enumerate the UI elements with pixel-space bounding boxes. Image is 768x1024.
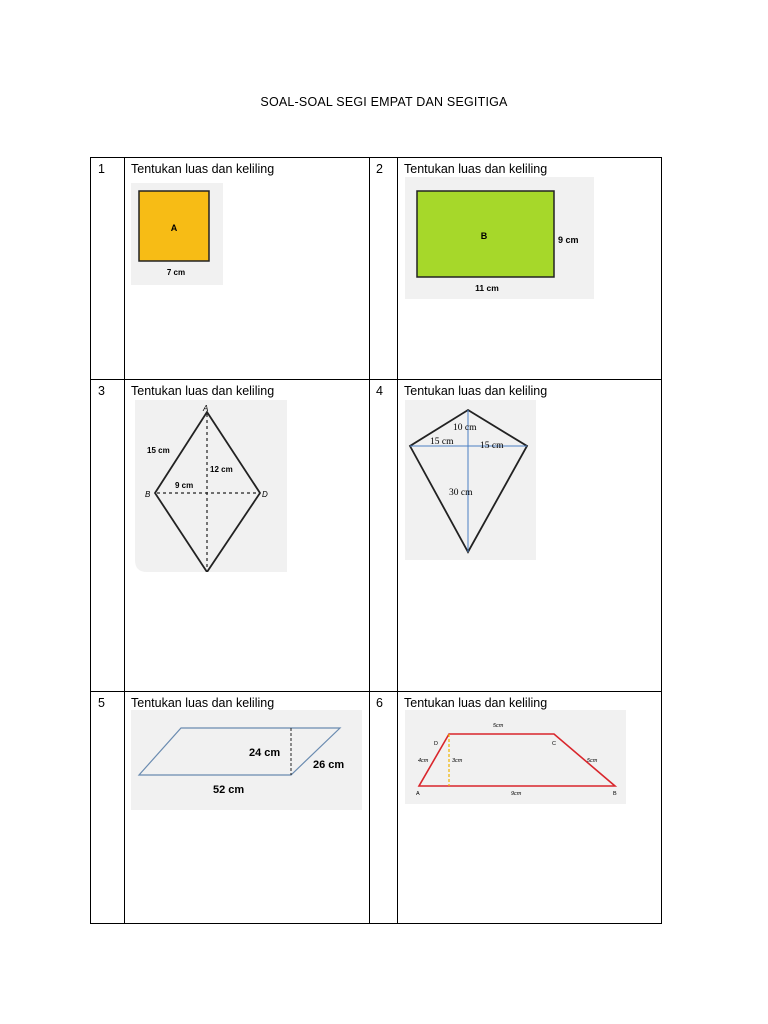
- question-cell: [125, 692, 370, 924]
- question-cell: [398, 380, 662, 692]
- question-number-cell: [370, 158, 398, 380]
- question-number-cell: [91, 380, 125, 692]
- question-text: Tentukan luas dan keliling: [404, 696, 548, 710]
- trapezoid-figure: [405, 710, 626, 804]
- kite-figure: [405, 400, 536, 560]
- question-number-cell: [370, 692, 398, 924]
- figure-label: A: [170, 223, 178, 233]
- diagonal-label: 12 cm: [210, 465, 233, 474]
- figure-label: 9 cm: [558, 235, 579, 245]
- vertex-label: B: [145, 490, 151, 499]
- diagonal-label: 30 cm: [449, 488, 473, 498]
- vertex-label: D: [434, 741, 438, 747]
- rectangle-figure: [405, 177, 594, 299]
- table-row: [91, 692, 662, 924]
- vertex-label: A: [416, 791, 420, 797]
- height-label: 24 cm: [249, 747, 281, 759]
- question-cell: [398, 158, 662, 380]
- square-figure: [131, 183, 223, 285]
- question-number: 1: [98, 162, 105, 176]
- figure-label: B: [480, 231, 488, 241]
- question-text: Tentukan luas dan keliling: [131, 162, 275, 176]
- question-number: 2: [376, 162, 383, 176]
- figure-label: 7 cm: [166, 268, 186, 277]
- parallelogram-figure: [131, 710, 362, 810]
- table-row: [91, 158, 662, 380]
- question-number-cell: [91, 158, 125, 380]
- base-label: 52 cm: [213, 784, 245, 796]
- height-label: 3cm: [452, 758, 463, 764]
- base-label: 9cm: [511, 791, 522, 797]
- diagonal-label: 10 cm: [453, 423, 477, 433]
- side-label: 4cm: [418, 758, 429, 764]
- question-text: Tentukan luas dan keliling: [404, 162, 548, 176]
- side-label: 5cm: [493, 723, 504, 729]
- question-text: Tentukan luas dan keliling: [131, 384, 275, 398]
- figure-label: 11 cm: [475, 283, 499, 293]
- vertex-label: D: [262, 490, 268, 499]
- question-text: Tentukan luas dan keliling: [131, 696, 275, 710]
- question-number: 6: [376, 696, 383, 710]
- table-row: [91, 380, 662, 692]
- questions-table: [90, 157, 662, 924]
- vertex-label: B: [613, 791, 617, 797]
- question-cell: [398, 692, 662, 924]
- side-label: 26 cm: [313, 759, 345, 771]
- diagonal-label: 15 cm: [430, 437, 454, 447]
- question-number-cell: [91, 692, 125, 924]
- vertex-label: A: [203, 404, 209, 413]
- rhombus-figure: [135, 400, 287, 572]
- side-label: 15 cm: [147, 446, 170, 455]
- diagonal-label: 15 cm: [480, 441, 504, 451]
- diagonal-label: 9 cm: [175, 481, 194, 490]
- question-number-cell: [370, 380, 398, 692]
- vertex-label: C: [552, 741, 556, 747]
- page-title: SOAL-SOAL SEGI EMPAT DAN SEGITIGA: [260, 95, 508, 109]
- question-number: 4: [376, 384, 383, 398]
- side-label: 5cm: [587, 758, 598, 764]
- question-text: Tentukan luas dan keliling: [404, 384, 548, 398]
- question-cell: [125, 380, 370, 692]
- question-number: 3: [98, 384, 105, 398]
- question-number: 5: [98, 696, 105, 710]
- question-cell: [125, 158, 370, 380]
